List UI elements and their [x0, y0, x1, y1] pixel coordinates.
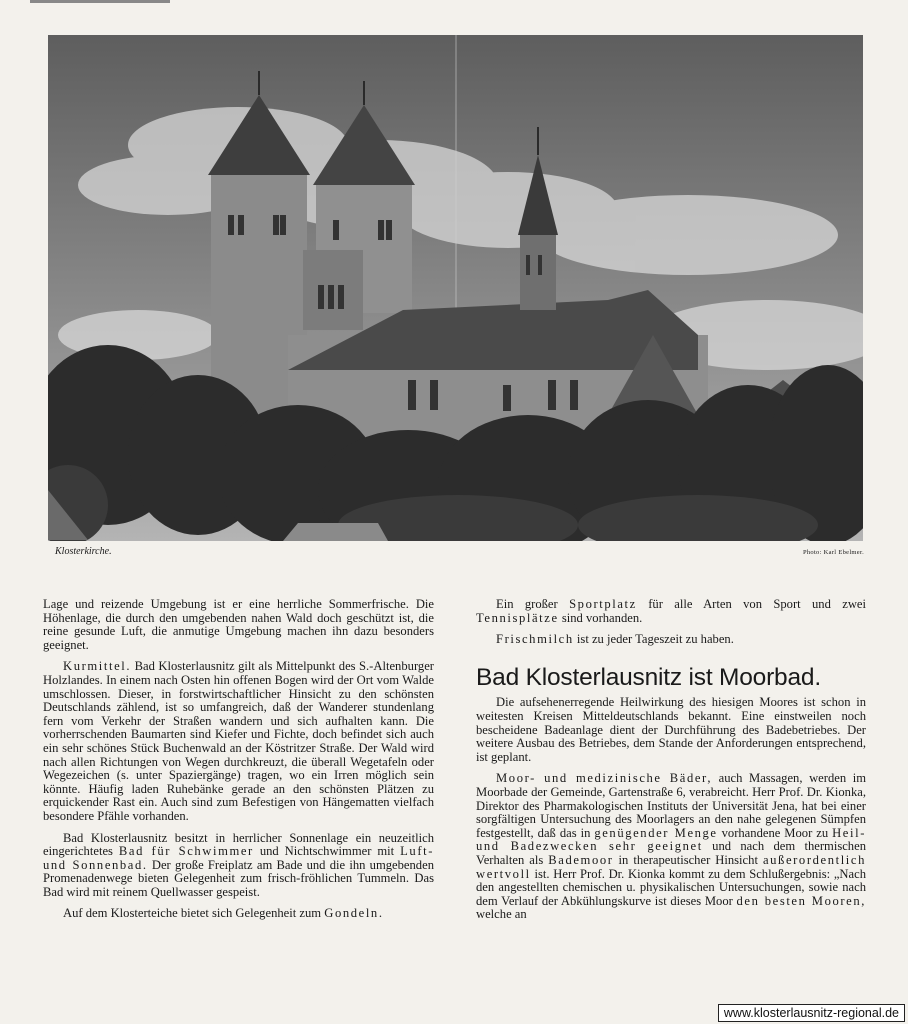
emphasis: den besten Mooren, — [736, 893, 866, 908]
text: sind vorhanden. — [561, 610, 643, 625]
paragraph-sportplatz — [476, 598, 866, 625]
emphasis: außerordentlich wertvoll — [476, 852, 866, 881]
emphasis: Heil- und Badezwecken sehr geeignet — [476, 825, 866, 854]
emphasis: Tennisplätze — [476, 610, 559, 625]
paragraph-bad — [43, 832, 434, 900]
right-column — [476, 598, 866, 930]
photo-credit: Photo: Karl Ebelmer. — [802, 549, 864, 556]
text: Auf dem Klosterteiche bietet sich Gelegenheit zum — [63, 906, 322, 921]
paragraph-moor-baeder — [476, 772, 866, 922]
text: für alle Arten von Sport und zwei — [648, 597, 866, 611]
emphasis: genügender Menge — [594, 825, 718, 840]
paragraph-kurmittel — [43, 660, 434, 823]
top-rule — [30, 0, 170, 3]
kurmittel-text: Bad Klosterlausnitz gilt als Mittelpunkt des S.-Altenburger Holzlandes. In einem nach Osten hin offenen Bogen wird der Ort vom Walde umschlossen. Dieser, in forstwirtschaftlicher Hinsicht zu den schönsten Deutschlands zählend, ist so umfangreich, daß der Wanderer stundenlang fern vom Verkehr der Straßen wandern und sich aufhalten kann. Die vorherrschenden Baumarten sind Kiefer und Fichte, doch befindet sich auch ein sehr schönes Stück Buchenwald an der Köstritzer Straße. Der Wald wird nach allen Richtungen von Wegen durchkreuzt, die überall Wegetafeln oder Wegezeichen (s. unter Spaziergänge) tragen, wo ein Irren möglich sein könnte. Häufig laden Ruhebänke gerade an den schönsten Plätzen zu erquickender Rast ein. Auch sind zum Befestigen von Hängematten vielfach besondere Pfähle vorhanden. — [43, 659, 434, 823]
text: Bad Klosterlausnitz besitzt in herrlicher Sonnenlage ein neuzeitlich eingerichtetes — [43, 830, 434, 859]
kurmittel-label: Kurmittel. — [63, 659, 132, 674]
text: auch Massagen, werden im Moorbade der Gemeinde, Gartenstraße 6, verabreicht. Herr Prof. Dr. Kionka, Direktor des Pharmakologischen Instituts der Universität Jena, hat bei einer sorgfältigen Untersuchung des Moorlagers an den nahe gelegenen Sümpfen festgestellt, daß das in — [476, 771, 866, 840]
photo-caption: Klosterkirche. — [55, 546, 112, 557]
text: ist. Herr Prof. Dr. Kionka kommt zu dem Schlußergebnis: „Nach den angestellten chemischen u. physikalischen Untersuchungen, sowie nach dem Verlauf der Abkühlungskurve ist dieses Moor — [476, 866, 866, 908]
emphasis: Moor- und medizinische Bäder, — [496, 771, 713, 786]
text: und nach dem thermischen Verhalten als — [476, 839, 866, 867]
paragraph-sommerfrische: Lage und reizende Umgebung ist er eine herrliche Sommerfrische. Die Höhenlage, die durch den umgebenden nahen Wald doch geschützt ist, die reine gesunde Luft, die anmutige Umgebung machen ihn dazu besonders geeignet. — [43, 597, 434, 652]
text: in therapeutischer Hinsicht — [618, 852, 758, 867]
text: welche an — [476, 907, 527, 922]
left-column — [43, 598, 434, 929]
website-watermark: www.klosterlausnitz-regional.de — [718, 1004, 905, 1022]
section-heading: Bad Klosterlausnitz ist Moorbad. — [476, 663, 821, 691]
text: vorhandene Moor zu — [721, 825, 829, 840]
emphasis: Bademoor — [548, 852, 614, 867]
text: Ein großer — [496, 597, 558, 611]
text: ist zu jeder Tageszeit zu haben. — [576, 632, 734, 647]
emphasis: Sportplatz — [569, 597, 637, 611]
text: und Nichtschwimmer mit — [259, 844, 395, 859]
emphasis: Gondeln. — [324, 906, 384, 921]
emphasis: Luft- und Sonnenbad. — [43, 844, 435, 872]
paragraph-moor-intro: Die aufsehenerregende Heilwirkung des hiesigen Moores ist schon in weitesten Kreisen Mitteldeutschlands bekannt. Eine einstweilen noch bescheidene Badeanlage dient der Durchführung des Badebetriebes. Der weitere Ausbau des Betriebes, dem Stande der Anforderungen entsprechend, ist geplant. — [476, 695, 866, 764]
text: Der große Freiplatz am Bade und die ihn umgebenden Promenadenwege bieten Gelegenheit zum frisch-fröhlichen Tummeln. Das Bad wird mit reinem Quellwasser gespeist. — [43, 857, 434, 899]
church-photo — [48, 35, 863, 541]
emphasis: Frischmilch — [496, 632, 574, 647]
emphasis: Bad für Schwimmer — [118, 844, 254, 859]
paragraph-gondeln — [43, 907, 434, 921]
paragraph-frischmilch — [476, 633, 866, 647]
